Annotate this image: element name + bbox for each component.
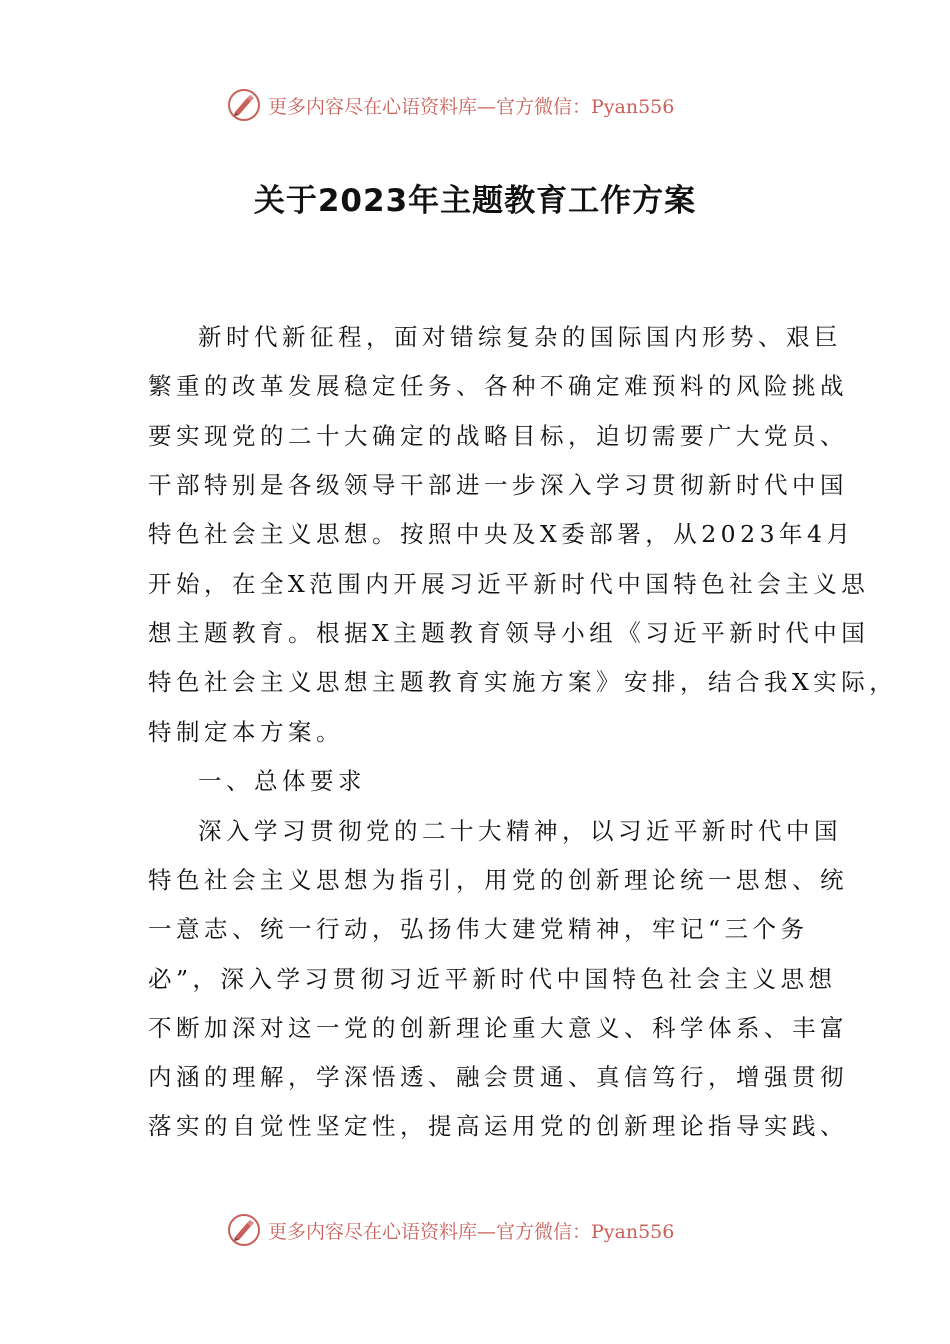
banner-text: 更多内容尽在心语资料库—官方微信：Pyan556: [268, 1220, 675, 1243]
body-line: 开始，在全X范围内开展习近平新时代中国特色社会主义思: [148, 570, 870, 598]
pen-logo-icon: [226, 1212, 262, 1248]
body-line: 想主题教育。根据X主题教育领导小组《习近平新时代中国: [148, 619, 870, 647]
pen-logo-icon: [226, 87, 262, 123]
document-title: 关于2023年主题教育工作方案: [253, 183, 697, 219]
body-line: 必”，深入学习贯彻习近平新时代中国特色社会主义思想: [148, 965, 837, 993]
body-line: 新时代新征程，面对错综复杂的国际国内形势、艰巨: [198, 323, 842, 351]
banner-text: 更多内容尽在心语资料库—官方微信：Pyan556: [268, 95, 675, 118]
body-line: 不断加深对这一党的创新理论重大意义、科学体系、丰富: [148, 1014, 848, 1042]
body-line: 要实现党的二十大确定的战略目标，迫切需要广大党员、: [148, 422, 848, 450]
body-line: 落实的自觉性坚定性，提高运用党的创新理论指导实践、: [148, 1112, 848, 1140]
header-banner: [226, 85, 746, 125]
body-line: 内涵的理解，学深悟透、融会贯通、真信笃行，增强贯彻: [148, 1063, 848, 1091]
body-line: 一意志、统一行动，弘扬伟大建党精神，牢记“三个务: [148, 915, 809, 943]
section-heading: 一、总体要求: [198, 767, 366, 795]
body-line: 特色社会主义思想为指引，用党的创新理论统一思想、统: [148, 866, 848, 894]
footer-banner: [226, 1210, 746, 1250]
body-line: 繁重的改革发展稳定任务、各种不确定难预料的风险挑战: [148, 372, 848, 400]
body-line: 特色社会主义思想。按照中央及X委部署，从2023年4月: [148, 520, 855, 548]
body-line: 特制定本方案。: [148, 718, 344, 746]
body-line: 特色社会主义思想主题教育实施方案》安排，结合我X实际，: [148, 668, 898, 696]
body-line: 干部特别是各级领导干部进一步深入学习贯彻新时代中国: [148, 471, 848, 499]
body-line: 深入学习贯彻党的二十大精神，以习近平新时代中国: [198, 817, 842, 845]
